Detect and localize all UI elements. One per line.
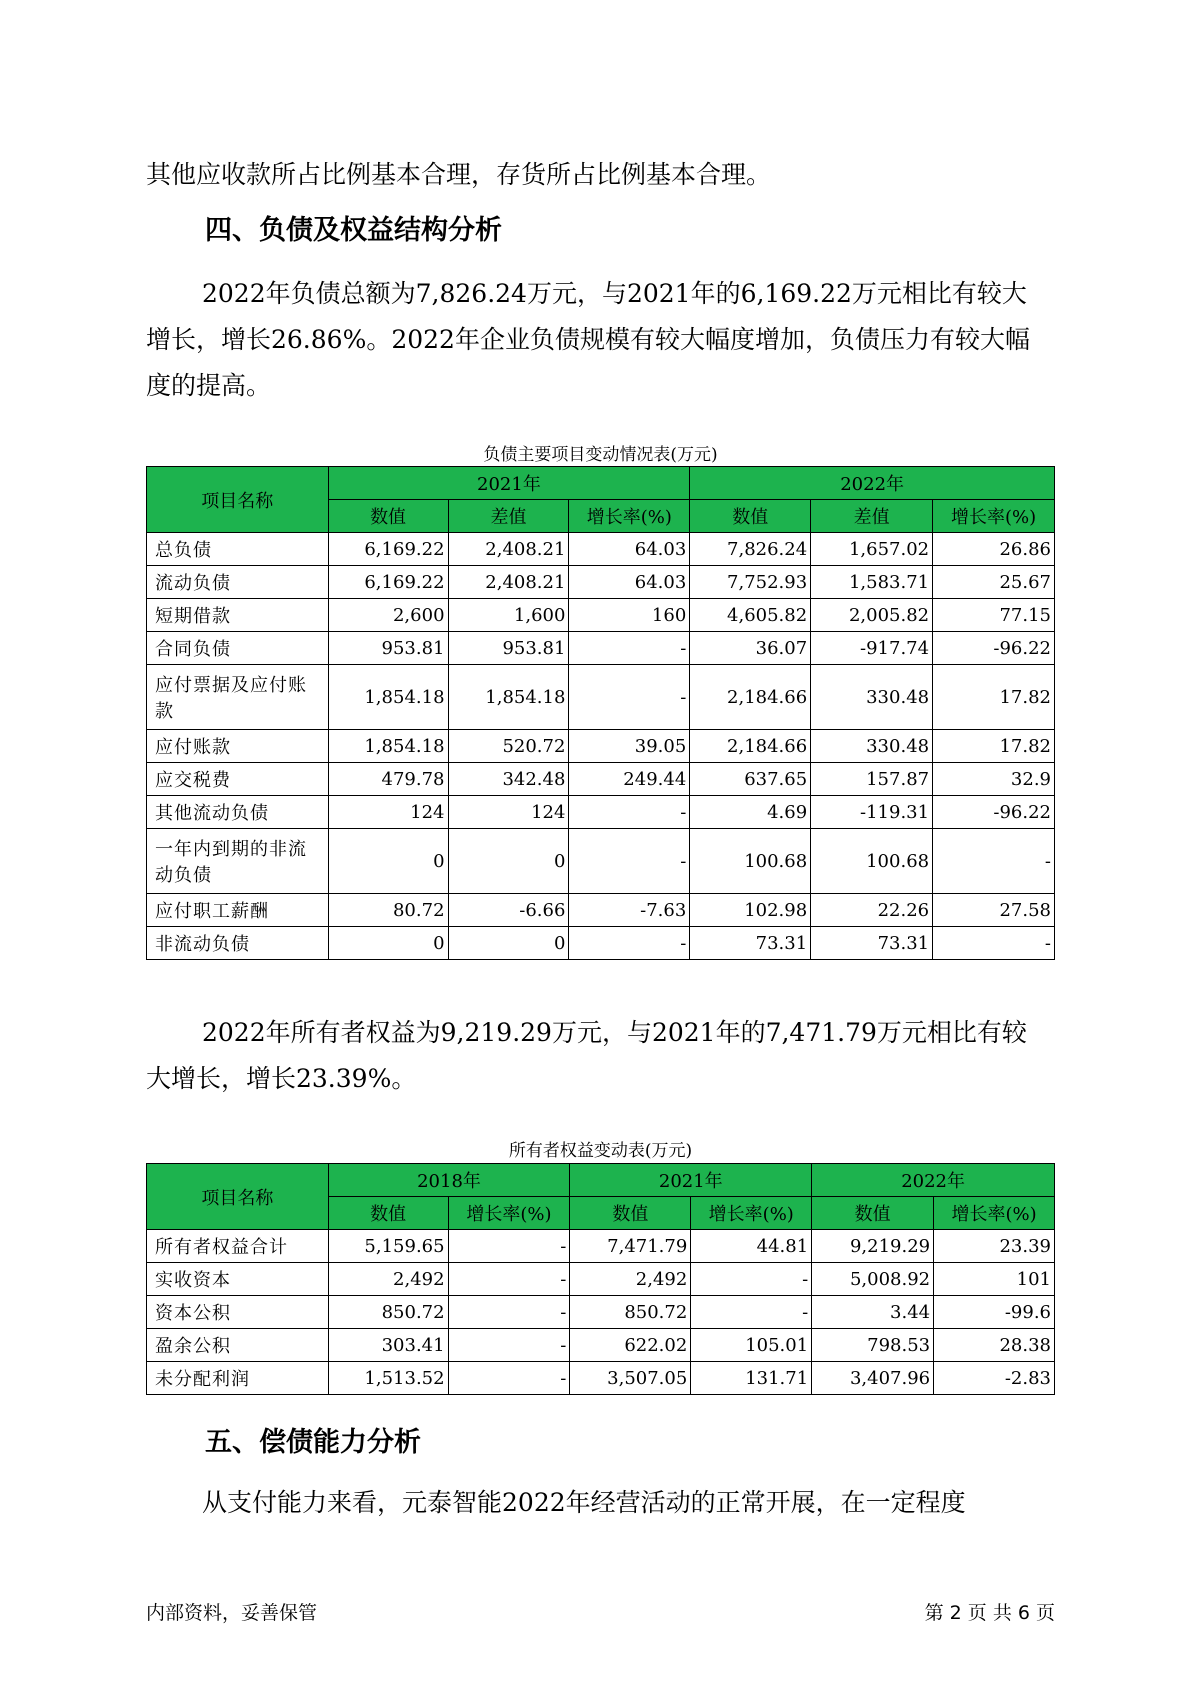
table-row bbox=[147, 894, 1055, 927]
table-cell: - bbox=[569, 796, 690, 829]
table-cell: 23.39 bbox=[934, 1230, 1055, 1263]
table-cell: 1,854.18 bbox=[328, 665, 448, 730]
table-cell: -7.63 bbox=[569, 894, 690, 927]
table-row bbox=[147, 927, 1055, 960]
table-cell: 32.9 bbox=[933, 763, 1055, 796]
table-cell: 5,159.65 bbox=[328, 1230, 448, 1263]
column-header: 增长率(%) bbox=[934, 1197, 1055, 1230]
table-cell: 0 bbox=[448, 829, 569, 894]
table-cell: 80.72 bbox=[328, 894, 448, 927]
table-cell: 105.01 bbox=[691, 1329, 812, 1362]
table-cell: 100.68 bbox=[690, 829, 811, 894]
table-cell: 3.44 bbox=[812, 1296, 934, 1329]
table-cell: 2,005.82 bbox=[811, 599, 933, 632]
table-cell: 36.07 bbox=[690, 632, 811, 665]
table-cell: 342.48 bbox=[448, 763, 569, 796]
table-cell: 64.03 bbox=[569, 566, 690, 599]
section5-paragraph: 从支付能力来看，元泰智能2022年经营活动的正常开展，在一定程度 bbox=[202, 1488, 966, 1517]
table-cell: 1,854.18 bbox=[448, 665, 569, 730]
column-header: 差值 bbox=[811, 500, 933, 533]
table-cell: 479.78 bbox=[328, 763, 448, 796]
table-cell: - bbox=[691, 1263, 812, 1296]
table-cell: 100.68 bbox=[811, 829, 933, 894]
equity-paragraph: 2022年所有者权益为9,219.29万元，与2021年的7,471.79万元相比有较大增长，增长23.39%。 bbox=[146, 1018, 1027, 1093]
table-row bbox=[147, 1329, 1055, 1362]
table-row bbox=[147, 533, 1055, 566]
table-cell: 330.48 bbox=[811, 665, 933, 730]
table-cell: 4.69 bbox=[690, 796, 811, 829]
table2-caption: 所有者权益变动表(万元) bbox=[508, 1141, 693, 1161]
table-row bbox=[147, 829, 1055, 894]
table-row bbox=[147, 730, 1055, 763]
liability-table bbox=[146, 466, 1055, 960]
table-cell: - bbox=[933, 829, 1055, 894]
table-cell: - bbox=[569, 927, 690, 960]
table-cell: 17.82 bbox=[933, 730, 1055, 763]
table-cell: 17.82 bbox=[933, 665, 1055, 730]
table-cell: -6.66 bbox=[448, 894, 569, 927]
table-cell: -119.31 bbox=[811, 796, 933, 829]
table-cell: 0 bbox=[328, 927, 448, 960]
column-header: 数值 bbox=[690, 500, 811, 533]
year-header: 2021年 bbox=[570, 1164, 812, 1197]
column-header: 增长率(%) bbox=[691, 1197, 812, 1230]
table-cell: 2,600 bbox=[328, 599, 448, 632]
year-header: 2018年 bbox=[328, 1164, 570, 1197]
table-cell: 26.86 bbox=[933, 533, 1055, 566]
table-row bbox=[147, 665, 1055, 730]
row-label: 短期借款 bbox=[147, 599, 329, 632]
table-cell: 2,184.66 bbox=[690, 665, 811, 730]
table-cell: 6,169.22 bbox=[328, 533, 448, 566]
year-header: 2021年 bbox=[328, 467, 690, 500]
column-header: 数值 bbox=[812, 1197, 934, 1230]
table-cell: 39.05 bbox=[569, 730, 690, 763]
table-cell: 28.38 bbox=[934, 1329, 1055, 1362]
table-cell: - bbox=[569, 829, 690, 894]
table-cell: 3,507.05 bbox=[570, 1362, 691, 1395]
table-cell: -917.74 bbox=[811, 632, 933, 665]
column-header: 增长率(%) bbox=[569, 500, 690, 533]
row-label: 一年内到期的非流动负债 bbox=[147, 829, 329, 894]
table-cell: 22.26 bbox=[811, 894, 933, 927]
table-cell: 2,492 bbox=[328, 1263, 448, 1296]
row-label: 合同负债 bbox=[147, 632, 329, 665]
table-cell: 520.72 bbox=[448, 730, 569, 763]
row-label: 应交税费 bbox=[147, 763, 329, 796]
table-cell: - bbox=[933, 927, 1055, 960]
table-cell: 7,826.24 bbox=[690, 533, 811, 566]
table-cell: 25.67 bbox=[933, 566, 1055, 599]
row-label: 实收资本 bbox=[147, 1263, 329, 1296]
table-row bbox=[147, 1263, 1055, 1296]
table-cell: -96.22 bbox=[933, 796, 1055, 829]
table-cell: - bbox=[448, 1230, 570, 1263]
table-cell: 131.71 bbox=[691, 1362, 812, 1395]
table-cell: 9,219.29 bbox=[812, 1230, 934, 1263]
row-label: 盈余公积 bbox=[147, 1329, 329, 1362]
table-cell: 3,407.96 bbox=[812, 1362, 934, 1395]
table-cell: 330.48 bbox=[811, 730, 933, 763]
table-row bbox=[147, 632, 1055, 665]
row-label: 总负债 bbox=[147, 533, 329, 566]
table-cell: -96.22 bbox=[933, 632, 1055, 665]
table-cell: 64.03 bbox=[569, 533, 690, 566]
year-header: 2022年 bbox=[690, 467, 1055, 500]
table-cell: 2,408.21 bbox=[448, 533, 569, 566]
table-cell: 637.65 bbox=[690, 763, 811, 796]
table-cell: 850.72 bbox=[328, 1296, 448, 1329]
table-cell: - bbox=[569, 665, 690, 730]
row-label: 资本公积 bbox=[147, 1296, 329, 1329]
table-cell: 157.87 bbox=[811, 763, 933, 796]
table-cell: 303.41 bbox=[328, 1329, 448, 1362]
table-cell: - bbox=[448, 1329, 570, 1362]
table-row bbox=[147, 1296, 1055, 1329]
table-cell: 102.98 bbox=[690, 894, 811, 927]
table-cell: -99.6 bbox=[934, 1296, 1055, 1329]
table-cell: 0 bbox=[328, 829, 448, 894]
table-cell: 622.02 bbox=[570, 1329, 691, 1362]
table-row bbox=[147, 763, 1055, 796]
table-cell: 6,169.22 bbox=[328, 566, 448, 599]
footer-confidential-note: 内部资料，妥善保管 bbox=[146, 1602, 318, 1624]
table-cell: 850.72 bbox=[570, 1296, 691, 1329]
row-label: 所有者权益合计 bbox=[147, 1230, 329, 1263]
section4-heading: 四、负债及权益结构分析 bbox=[205, 215, 502, 246]
item-name-header: 项目名称 bbox=[147, 467, 329, 533]
row-label: 应付职工薪酬 bbox=[147, 894, 329, 927]
year-header: 2022年 bbox=[812, 1164, 1055, 1197]
column-header: 数值 bbox=[570, 1197, 691, 1230]
table-row bbox=[147, 1230, 1055, 1263]
table-cell: 1,513.52 bbox=[328, 1362, 448, 1395]
table-row bbox=[147, 796, 1055, 829]
table-cell: 7,471.79 bbox=[570, 1230, 691, 1263]
table-row bbox=[147, 566, 1055, 599]
table-cell: 124 bbox=[448, 796, 569, 829]
table-cell: 1,583.71 bbox=[811, 566, 933, 599]
section5-heading: 五、偿债能力分析 bbox=[205, 1427, 421, 1458]
table-cell: 1,854.18 bbox=[328, 730, 448, 763]
table-cell: 5,008.92 bbox=[812, 1263, 934, 1296]
table-cell: 77.15 bbox=[933, 599, 1055, 632]
intro-line: 其他应收款所占比例基本合理，存货所占比例基本合理。 bbox=[146, 160, 772, 189]
table-cell: 7,752.93 bbox=[690, 566, 811, 599]
column-header: 数值 bbox=[328, 1197, 448, 1230]
table-cell: 2,408.21 bbox=[448, 566, 569, 599]
row-label: 非流动负债 bbox=[147, 927, 329, 960]
table-cell: 27.58 bbox=[933, 894, 1055, 927]
table-cell: - bbox=[448, 1362, 570, 1395]
table-row bbox=[147, 599, 1055, 632]
row-label: 其他流动负债 bbox=[147, 796, 329, 829]
row-label: 应付票据及应付账款 bbox=[147, 665, 329, 730]
table-cell: - bbox=[448, 1296, 570, 1329]
table-cell: 953.81 bbox=[328, 632, 448, 665]
table-cell: 4,605.82 bbox=[690, 599, 811, 632]
table-cell: 160 bbox=[569, 599, 690, 632]
table-cell: 124 bbox=[328, 796, 448, 829]
table-cell: 73.31 bbox=[690, 927, 811, 960]
table1-caption: 负债主要项目变动情况表(万元) bbox=[483, 445, 718, 465]
table-cell: 0 bbox=[448, 927, 569, 960]
table-cell: - bbox=[691, 1296, 812, 1329]
table-cell: -2.83 bbox=[934, 1362, 1055, 1395]
table-cell: - bbox=[569, 632, 690, 665]
row-label: 应付账款 bbox=[147, 730, 329, 763]
item-name-header: 项目名称 bbox=[147, 1164, 329, 1230]
column-header: 增长率(%) bbox=[933, 500, 1055, 533]
table-cell: 1,657.02 bbox=[811, 533, 933, 566]
table-cell: 249.44 bbox=[569, 763, 690, 796]
equity-table bbox=[146, 1163, 1055, 1395]
table-cell: - bbox=[448, 1263, 570, 1296]
column-header: 增长率(%) bbox=[448, 1197, 570, 1230]
section4-paragraph: 2022年负债总额为7,826.24万元，与2021年的6,169.22万元相比有较大增长，增长26.86%。2022年企业负债规模有较大幅度增加，负债压力有较大幅度的提高。 bbox=[146, 279, 1030, 400]
row-label: 流动负债 bbox=[147, 566, 329, 599]
table-cell: 1,600 bbox=[448, 599, 569, 632]
table-cell: 2,184.66 bbox=[690, 730, 811, 763]
table-cell: 2,492 bbox=[570, 1263, 691, 1296]
column-header: 数值 bbox=[328, 500, 448, 533]
table-row bbox=[147, 1362, 1055, 1395]
row-label: 未分配利润 bbox=[147, 1362, 329, 1395]
table-cell: 953.81 bbox=[448, 632, 569, 665]
table-cell: 44.81 bbox=[691, 1230, 812, 1263]
table-cell: 73.31 bbox=[811, 927, 933, 960]
table-cell: 798.53 bbox=[812, 1329, 934, 1362]
column-header: 差值 bbox=[448, 500, 569, 533]
page-number: 第 2 页 共 6 页 bbox=[924, 1602, 1055, 1624]
table-cell: 101 bbox=[934, 1263, 1055, 1296]
